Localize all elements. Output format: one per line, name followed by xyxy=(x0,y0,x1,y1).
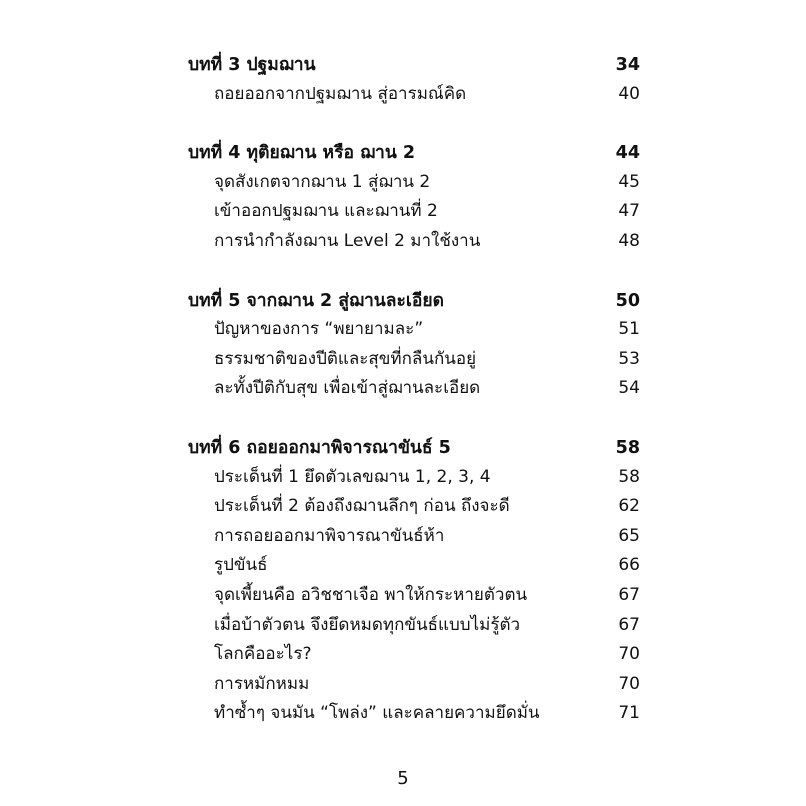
entry-title: การหมักหมม xyxy=(214,673,310,694)
toc-entry xyxy=(188,670,640,700)
entry-page: 54 xyxy=(618,378,640,399)
chapter-heading xyxy=(188,433,640,463)
entry-title: จุดเพี้ยนคือ อวิชชาเจือ พาให้กระหายตัวตน xyxy=(214,584,528,605)
entry-page: 70 xyxy=(618,644,640,665)
entry-title: การนำกำลังฌาน Level 2 มาใช้งาน xyxy=(214,230,481,251)
chapter-3 xyxy=(188,50,640,109)
entry-title: ประเด็นที่ 1 ยึดตัวเลขฌาน 1, 2, 3, 4 xyxy=(214,466,491,487)
toc-entry xyxy=(188,492,640,522)
entry-page: 53 xyxy=(618,348,640,369)
toc-entry xyxy=(188,168,640,198)
chapter-page: 44 xyxy=(615,143,640,164)
entry-title: เมื่อบ้าตัวตน จึงยึดหมดทุกขันธ์แบบไม่รู้ตัว xyxy=(214,614,521,635)
entry-title: เข้าออกปฐมฌาน และฌานที่ 2 xyxy=(214,201,438,222)
toc-entry xyxy=(188,522,640,552)
entry-title: ปัญหาของการ “พยายามละ” xyxy=(214,319,424,340)
entry-page: 66 xyxy=(618,555,640,576)
chapter-4 xyxy=(188,138,640,256)
entry-page: 48 xyxy=(618,230,640,251)
toc-entry xyxy=(188,227,640,257)
entry-page: 58 xyxy=(618,466,640,487)
entry-page: 40 xyxy=(618,83,640,104)
toc-entry xyxy=(188,640,640,670)
chapter-heading xyxy=(188,50,640,80)
entry-page: 67 xyxy=(618,584,640,605)
chapter-title: บทที่ 6 ถอยออกมาพิจารณาขันธ์ 5 xyxy=(188,437,451,458)
toc-entry xyxy=(188,699,640,729)
chapter-title: บทที่ 5 จากฌาน 2 สู่ฌานละเอียด xyxy=(188,290,444,311)
entry-title: โลกคืออะไร? xyxy=(214,644,312,665)
chapter-page: 50 xyxy=(615,290,640,311)
toc-entry xyxy=(188,611,640,641)
chapter-page: 34 xyxy=(615,55,640,75)
entry-page: 65 xyxy=(618,525,640,546)
chapter-page: 58 xyxy=(615,437,640,458)
entry-title: ถอยออกจากปฐมฌาน สู่อารมณ์คิด xyxy=(214,83,467,104)
chapter-6 xyxy=(188,433,640,729)
chapter-heading xyxy=(188,138,640,168)
entry-title: ธรรมชาติของปีติและสุขที่กลืนกันอยู่ xyxy=(214,348,477,369)
chapter-title: บทที่ 3 ปฐมฌาน xyxy=(188,55,316,75)
chapter-title: บทที่ 4 ทุติยฌาน หรือ ฌาน 2 xyxy=(188,143,416,164)
entry-page: 45 xyxy=(618,171,640,192)
entry-title: ละทั้งปีติกับสุข เพื่อเข้าสู่ฌานละเอียด xyxy=(214,378,481,399)
chapter-5 xyxy=(188,286,640,404)
entry-page: 62 xyxy=(618,496,640,517)
entry-title: การถอยออกมาพิจารณาขันธ์ห้า xyxy=(214,525,445,546)
entry-page: 67 xyxy=(618,614,640,635)
toc-entry xyxy=(188,581,640,611)
entry-title: รูปขันธ์ xyxy=(214,555,268,576)
toc-entry xyxy=(188,551,640,581)
entry-page: 47 xyxy=(618,201,640,222)
toc-entry xyxy=(188,463,640,493)
page-number: 5 xyxy=(397,768,409,789)
entry-page: 70 xyxy=(618,673,640,694)
toc-entry xyxy=(188,345,640,375)
toc-entry xyxy=(188,374,640,404)
toc-entry xyxy=(188,197,640,227)
entry-page: 51 xyxy=(618,319,640,340)
entry-title: ทำซ้ำๆ จนมัน “โพล่ง” และคลายความยึดมั่น xyxy=(214,703,540,724)
chapter-heading xyxy=(188,286,640,316)
table-of-contents xyxy=(188,50,640,758)
entry-title: ประเด็นที่ 2 ต้องถึงฌานลึกๆ ก่อน ถึงจะดี xyxy=(214,496,510,517)
entry-page: 71 xyxy=(618,703,640,724)
toc-entry xyxy=(188,80,640,110)
toc-entry xyxy=(188,315,640,345)
entry-title: จุดสังเกตจากฌาน 1 สู่ฌาน 2 xyxy=(214,171,431,192)
